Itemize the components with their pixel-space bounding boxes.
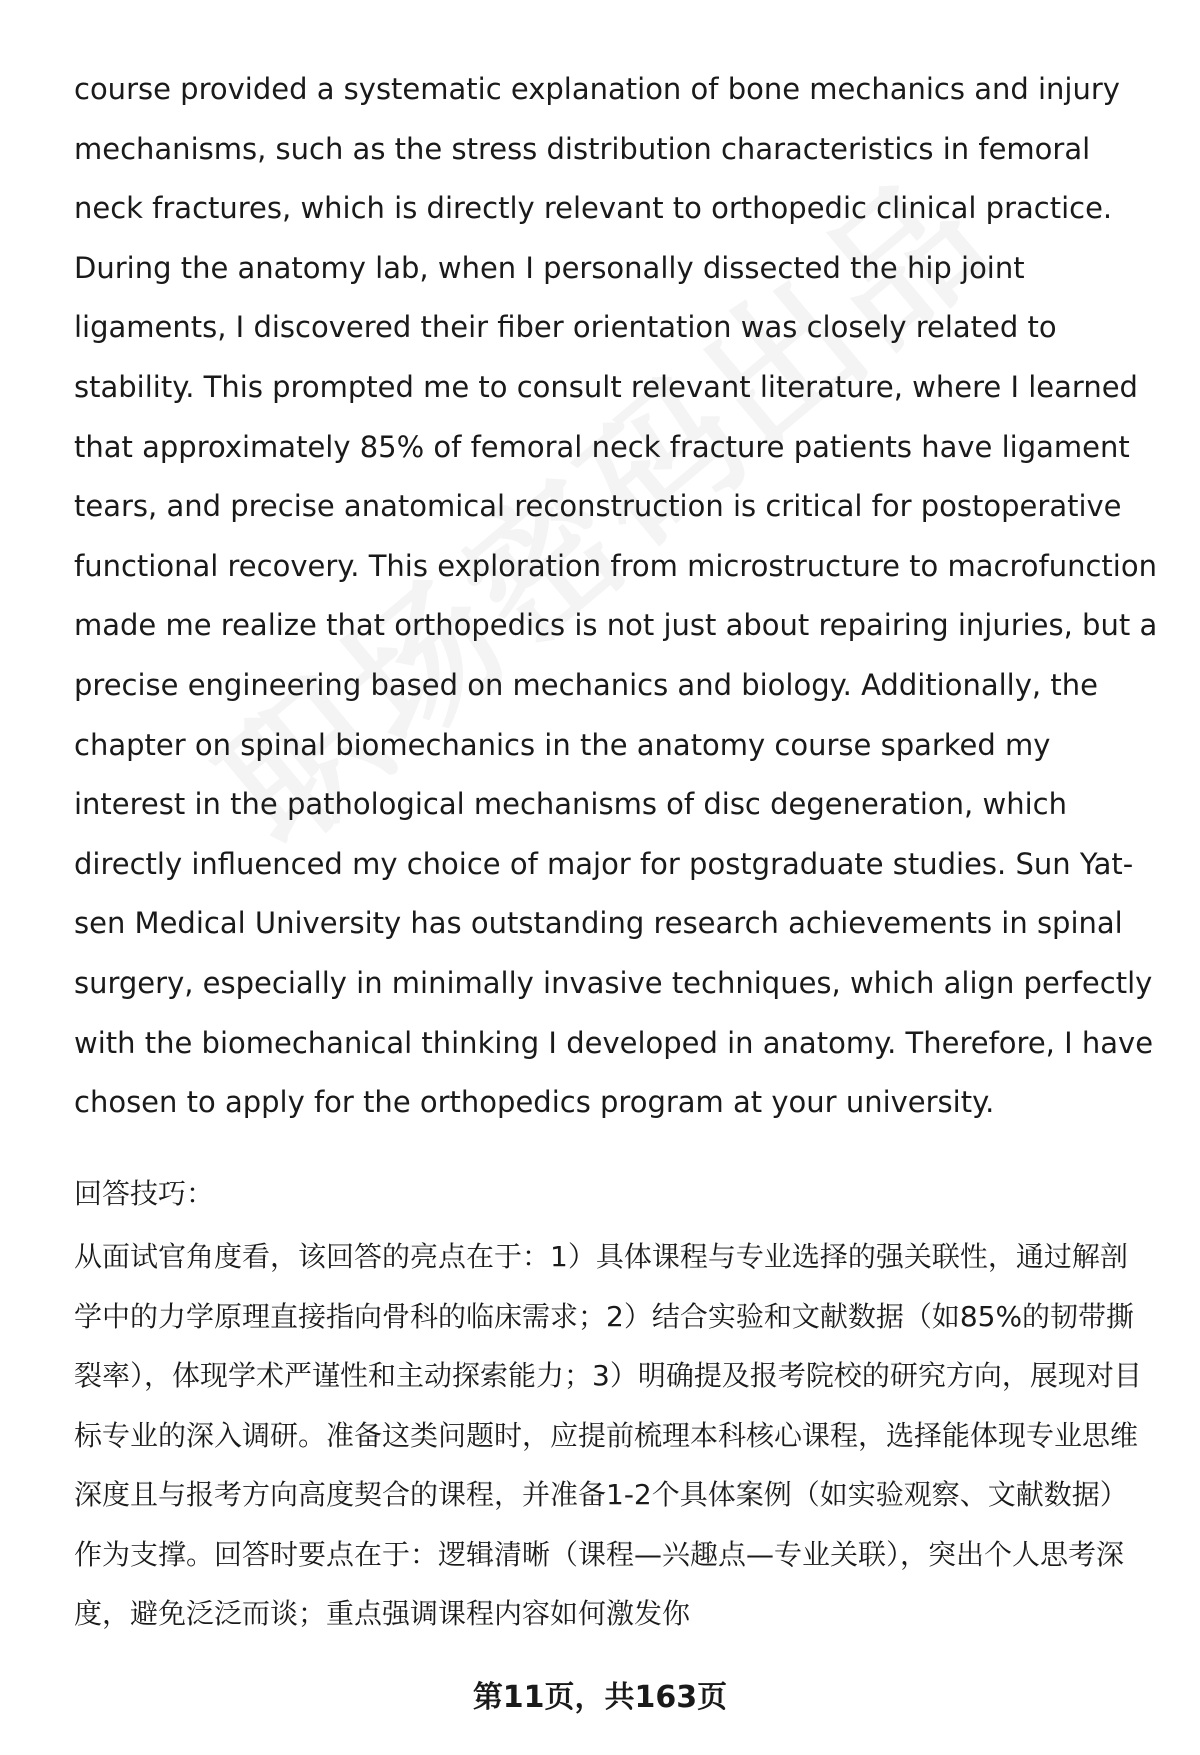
essay-paragraph: course provided a systematic explanation of bone mechanics and injury mechanisms, such as the stress distribution characteristics in femoral neck fractures, which is directly relevant to orthopedic clinical practice. During the anatomy lab, when I personally dissected the hip joint ligaments, I discovered their fiber orientation was closely related to stability. This prompted me to consult relevant literature, where I learned that approximately 85% of femoral neck fracture patients have ligament tears, and precise anatomical reconstruction is critical for postoperative functional recovery. This exploration from microstructure to macrofunction made me realize that orthopedics is not just about repairing injuries, but a precise engineering based on mechanics and biology. Additionally, the chapter on spinal biomechanics in the anatomy course sparked my interest in the pathological mechanisms of disc degeneration, which directly influenced my choice of major for postgraduate studies. Sun Yat-sen Medical University has outstanding research achievements in spinal surgery, especially in minimally invasive techniques, which align perfectly with the biomechanical thinking I developed in anatomy. Therefore, I have chosen to apply for the orthopedics program at your university. — [74, 72, 1158, 1120]
tips-heading: 回答技巧： — [74, 1177, 215, 1210]
tips-paragraph: 从面试官角度看，该回答的亮点在于：1）具体课程与专业选择的强关联性，通过解剖学中的力学原理直接指向骨科的临床需求；2）结合实验和文献数据（如85%的韧带撕裂率），体现学术严谨性和主动探索能力；3）明确提及报考院校的研究方向，展现对目标专业的深入调研。准备这类问题时，应提前梳理本科核心课程，选择能体现专业思维深度且与报考方向高度契合的课程，并准备1-2个具体案例（如实验观察、文献数据）作为支撑。回答时要点在于：逻辑清晰（课程—兴趣点—专业关联），突出个人思考深度，避免泛泛而谈；重点强调课程内容如何激发你 — [74, 1240, 1142, 1630]
page-number: 第11页，共163页 — [472, 1680, 728, 1715]
